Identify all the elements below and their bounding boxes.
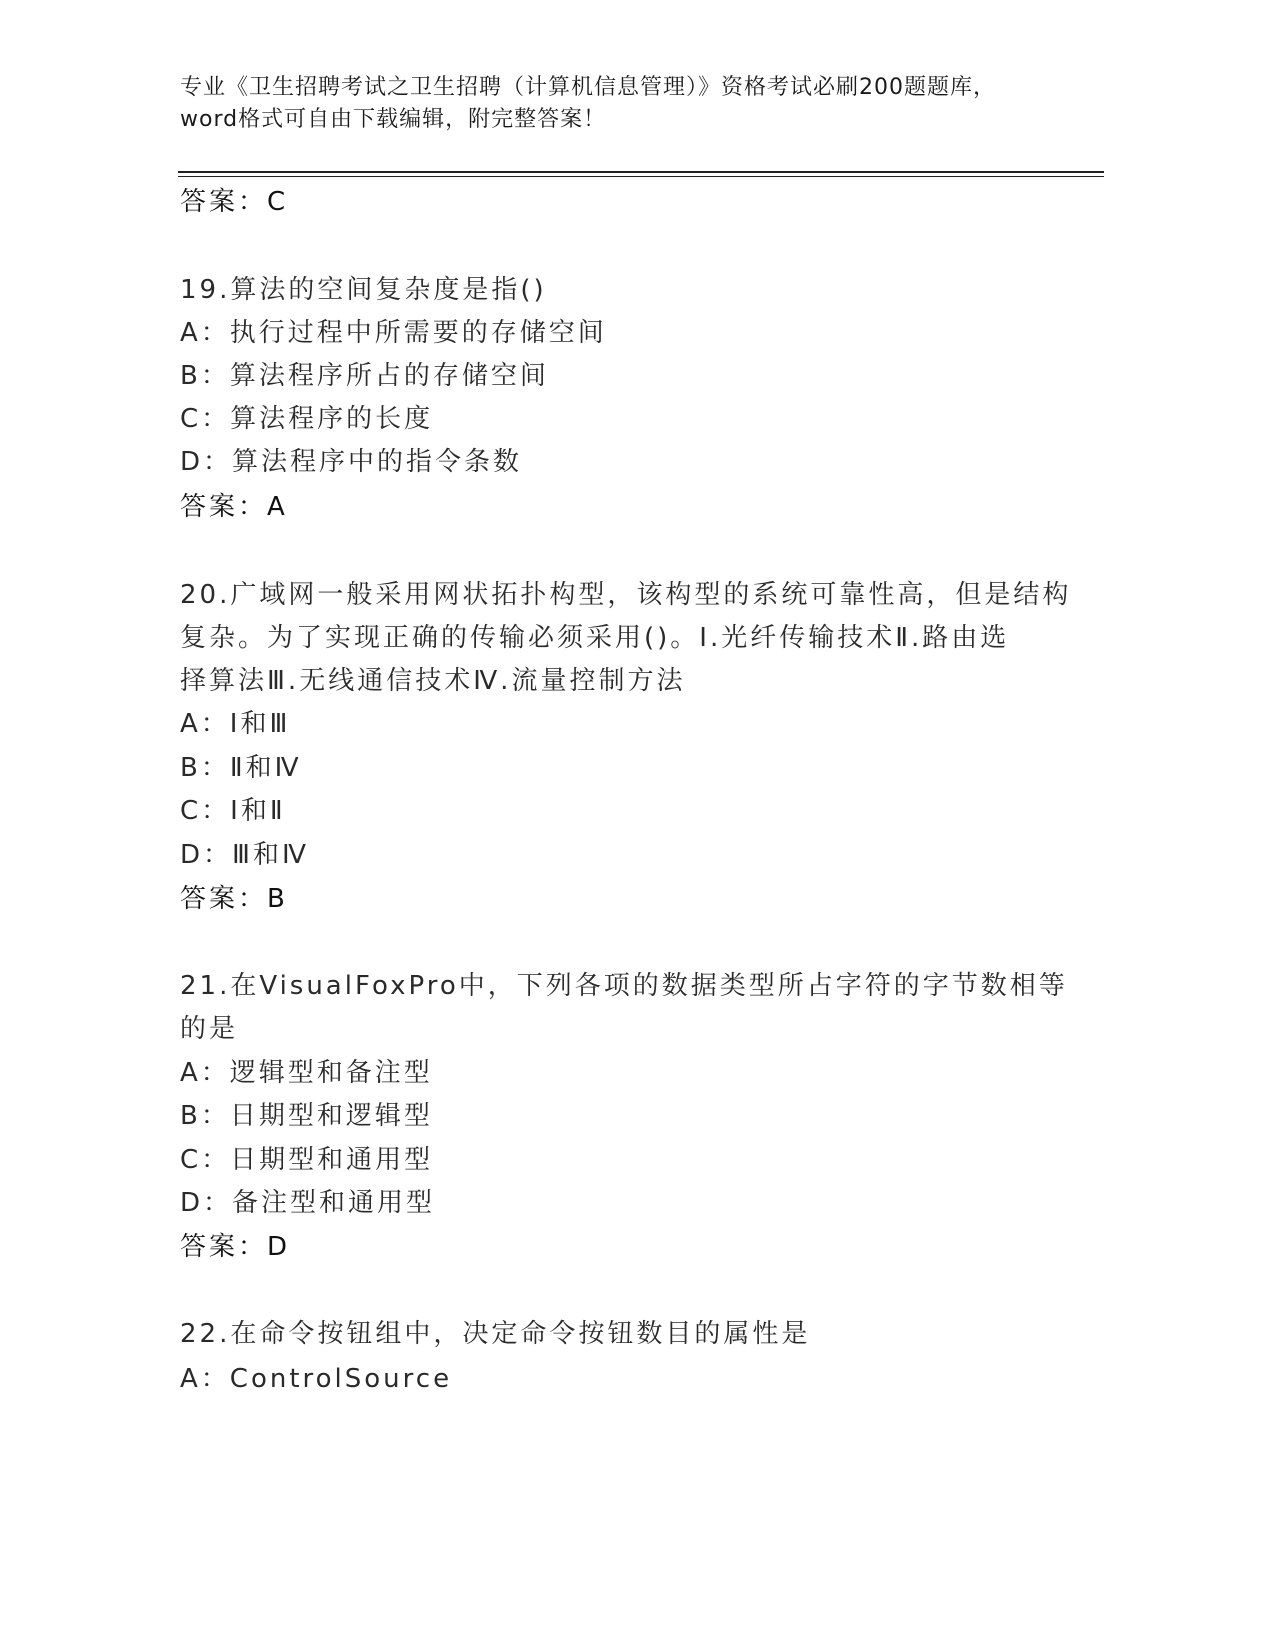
question-22-stem: 22.在命令按钮组中，决定命令按钮数目的属性是 xyxy=(180,1319,811,1349)
question-21-option-a: A：逻辑型和备注型 xyxy=(180,1058,433,1088)
question-20-stem-line-3: 择算法Ⅲ.无线通信技术Ⅳ.流量控制方法 xyxy=(180,666,686,696)
header-divider-top xyxy=(178,171,1104,173)
question-19-option-c: C：算法程序的长度 xyxy=(180,404,434,434)
question-19-option-d: D：算法程序中的指令条数 xyxy=(180,447,523,477)
question-21-option-c: C：日期型和通用型 xyxy=(180,1145,434,1175)
question-20-stem-line-2: 复杂。为了实现正确的传输必须采用()。Ⅰ.光纤传输技术Ⅱ.路由选 xyxy=(180,623,1010,653)
document-header xyxy=(180,72,1080,136)
question-20-option-c: C：Ⅰ和Ⅱ xyxy=(180,796,286,826)
question-20-option-a: A：Ⅰ和Ⅲ xyxy=(180,709,291,739)
answer-18: 答案：C xyxy=(180,187,289,217)
answer-20: 答案：B xyxy=(180,884,288,914)
question-22-option-a: A：ControlSource xyxy=(180,1364,453,1394)
question-19-option-b: B：算法程序所占的存储空间 xyxy=(180,361,549,391)
question-20-option-d: D：Ⅲ和Ⅳ xyxy=(180,840,309,870)
question-21-option-d: D：备注型和通用型 xyxy=(180,1188,436,1218)
header-divider-bottom xyxy=(178,176,1104,177)
question-20-option-b: B：Ⅱ和Ⅳ xyxy=(180,753,302,783)
question-19-option-a: A：执行过程中所需要的存储空间 xyxy=(180,318,607,348)
question-21-stem-line-2: 的是 xyxy=(180,1014,239,1044)
question-21-stem-line-1: 21.在VisualFoxPro中，下列各项的数据类型所占字符的字节数相等 xyxy=(180,971,1068,1001)
answer-21: 答案：D xyxy=(180,1232,291,1262)
question-19-stem: 19.算法的空间复杂度是指() xyxy=(180,275,547,305)
header-line-2: word格式可自由下载编辑，附完整答案！ xyxy=(180,107,607,132)
answer-19: 答案：A xyxy=(180,492,288,522)
question-20-stem-line-1: 20.广域网一般采用网状拓扑构型，该构型的系统可靠性高，但是结构 xyxy=(180,580,1072,610)
header-line-1: 专业《卫生招聘考试之卫生招聘（计算机信息管理）》资格考试必刷200题题库， xyxy=(180,75,996,100)
question-21-option-b: B：日期型和逻辑型 xyxy=(180,1101,433,1131)
